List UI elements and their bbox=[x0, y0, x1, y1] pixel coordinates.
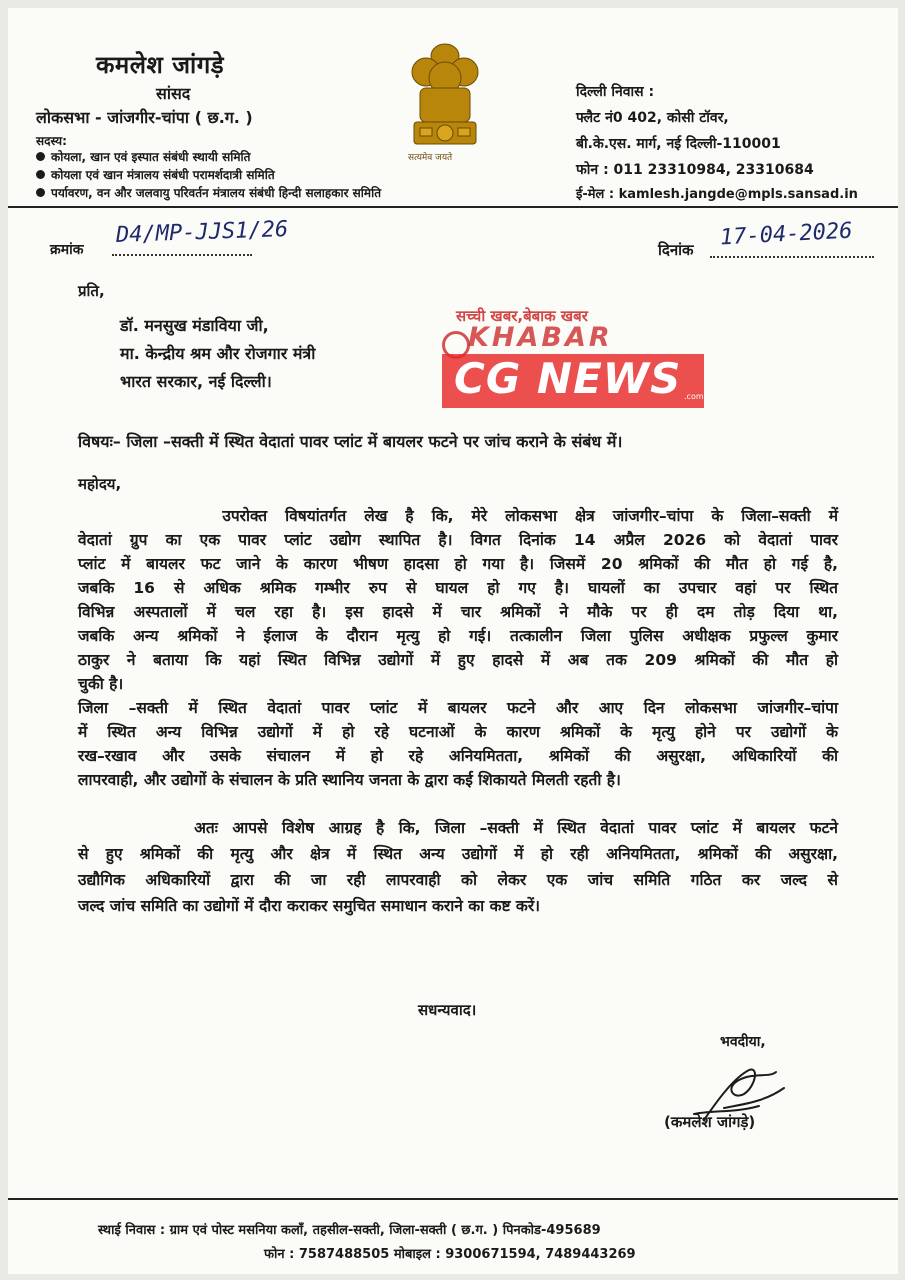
recipient-line: डॉ. मनसुख मंडाविया जी, bbox=[120, 316, 269, 335]
footer-divider bbox=[8, 1198, 898, 1200]
body-line: जबकि अन्य श्रमिकों ने ईलाज के दौरान मृत्यु हो गई। तत्कालीन जिला पुलिस अधीक्षक प्रफुल्ल कुमार bbox=[78, 627, 838, 645]
bullet-icon bbox=[36, 152, 45, 161]
body-line: अतः आपसे विशेष आग्रह है कि, जिला –सक्ती में स्थित वेदातां पावर प्लांट में बायलर फटने bbox=[78, 819, 838, 837]
header-divider bbox=[8, 206, 898, 208]
salutation: महोदय, bbox=[78, 475, 122, 493]
body-line: रख–रखाव और उसके संचालन में हो रहे अनियमितता, श्रमिकों की असुरक्षा, अधिकारियों की bbox=[78, 747, 838, 765]
bullet-icon bbox=[36, 188, 45, 197]
delhi-address-line: फ्लैट नं0 402, कोसी टॉवर, bbox=[576, 110, 729, 126]
membership-item: कोयला एवं खान मंत्रालय संबंधी परामर्शदात्री समिति bbox=[36, 166, 275, 183]
mp-name: कमलेश जांगड़े bbox=[96, 51, 225, 79]
delhi-phone: फोन : 011 23310984, 23310684 bbox=[576, 162, 814, 178]
signer-name: (कमलेश जांगड़े) bbox=[664, 1113, 756, 1131]
body-line: उपरोक्त विषयांतर्गत लेख है कि, मेरे लोकसभा क्षेत्र जांजगीर–चांपा के जिला–सक्ती में bbox=[78, 507, 838, 525]
thanks: सधन्यवाद। bbox=[418, 1001, 477, 1019]
reference-number: D4/MP-JJS1/26 bbox=[115, 217, 289, 248]
to-label: प्रति, bbox=[78, 282, 105, 300]
body-line: चुकी है। bbox=[78, 675, 124, 693]
letter-page bbox=[8, 8, 898, 1274]
designation: सांसद bbox=[156, 84, 191, 103]
reference-dotted-line bbox=[112, 254, 252, 256]
subject-line: विषयः– जिला –सक्ती में स्थित वेदातां पावर प्लांट में बायलर फटने पर जांच कराने के संबंध में। bbox=[78, 432, 623, 451]
body-line: वेदातां ग्रुप का एक पावर प्लांट उद्योग स्थापित है। विगत दिनांक 14 अप्रैल 2026 को वेदातां पावर bbox=[78, 531, 838, 549]
delhi-email: ई-मेल : kamlesh.jangde@mpls.sansad.in bbox=[576, 187, 858, 202]
emblem-motto: सत्यमेव जयते bbox=[408, 153, 453, 163]
watermark-brand-main: CG NEWS bbox=[454, 354, 682, 403]
recipient-line: भारत सरकार, नई दिल्ली। bbox=[120, 372, 272, 391]
constituency: लोकसभा - जांजगीर-चांपा ( छ.ग. ) bbox=[36, 108, 253, 127]
reference-label: क्रमांक bbox=[50, 242, 84, 258]
body-line: ठाकुर ने बताया कि यहां स्थित विभिन्न उद्योगों में हुए हादसे में अब तक 209 श्रमिकों की मौत हो bbox=[78, 651, 838, 669]
delhi-address-line: बी.के.एस. मार्ग, नई दिल्ली-110001 bbox=[576, 136, 781, 152]
date-dotted-line bbox=[710, 256, 874, 258]
body-line: में स्थित अन्य विभिन्न उद्योगों में हो रहे घटनाओं के कारण श्रमिकों के मृत्यु होने पर उद्योगों के bbox=[78, 723, 838, 741]
recipient-line: मा. केन्द्रीय श्रम और रोजगार मंत्री bbox=[120, 344, 316, 363]
date-label: दिनांक bbox=[658, 241, 694, 259]
valediction: भवदीया, bbox=[720, 1034, 766, 1050]
membership-item: कोयला, खान एवं इस्पात संबंधी स्थायी समिति bbox=[36, 148, 250, 165]
national-emblem-icon bbox=[400, 38, 490, 168]
body-line: जिला –सक्ती में स्थित वेदातां पावर प्लांट में बायलर फटने और आए दिन लोकसभा जांजगीर–चांपा bbox=[78, 699, 838, 717]
watermark-brand-top: KHABAR bbox=[468, 322, 613, 353]
body-line: विभिन्न अस्पतालों में चल रहा है। इस हादसे में चार श्रमिकों ने मौके पर ही दम तोड़ दिया था, bbox=[78, 603, 838, 621]
delhi-address-label: दिल्ली निवास : bbox=[576, 84, 655, 100]
body-line: उद्यौगिक अधिकारियों द्वारा की जा रही लापरवाही को लेकर एक जांच समिति गठित कर जल्द से bbox=[78, 871, 838, 889]
body-line: जल्द जांच समिति का उद्योगों में दौरा कराकर समुचित समाधान कराने का कष्ट करें। bbox=[78, 897, 541, 915]
watermark-tagline: सच्ची खबर,बेबाक खबर bbox=[456, 307, 588, 325]
permanent-address: स्थाई निवास : ग्राम एवं पोस्ट मसनिया कलाँ, तहसील-सक्ती, जिला-सक्ती ( छ.ग. ) पिनकोड-495689 bbox=[98, 1223, 601, 1238]
membership-item: पर्यावरण, वन और जलवायु परिवर्तन मंत्रालय संबंधी हिन्दी सलाहकार समिति bbox=[36, 184, 381, 201]
bullet-icon bbox=[36, 170, 45, 179]
body-line: से हुए श्रमिकों की मृत्यु और क्षेत्र में स्थित अन्य उद्योगों में हो रही अनियमितता, श्रमिकों की असुरक्षा, bbox=[78, 845, 838, 863]
body-line: प्लांट में बायलर फट जाने के कारण भीषण हादसा हो गया है। जिसमें 20 श्रमिकों की मौत हो गई है, bbox=[78, 555, 838, 573]
body-line: लापरवाही, और उद्योगों के संचालन के प्रति स्थानिय जनता के द्वारा कई शिकायते मिलती रहती है। bbox=[78, 771, 621, 789]
body-line: जबकि 16 से अधिक श्रमिक गम्भीर रुप से घायल हो गए है। घायलों का उपचार वहां पर स्थित bbox=[78, 579, 838, 597]
footer-phones: फोन : 7587488505 मोबाइल : 9300671594, 7489443269 bbox=[264, 1247, 636, 1262]
watermark-suffix: .com bbox=[684, 392, 704, 401]
date-value: 17-04-2026 bbox=[719, 218, 854, 251]
membership-label: सदस्य: bbox=[36, 134, 67, 148]
